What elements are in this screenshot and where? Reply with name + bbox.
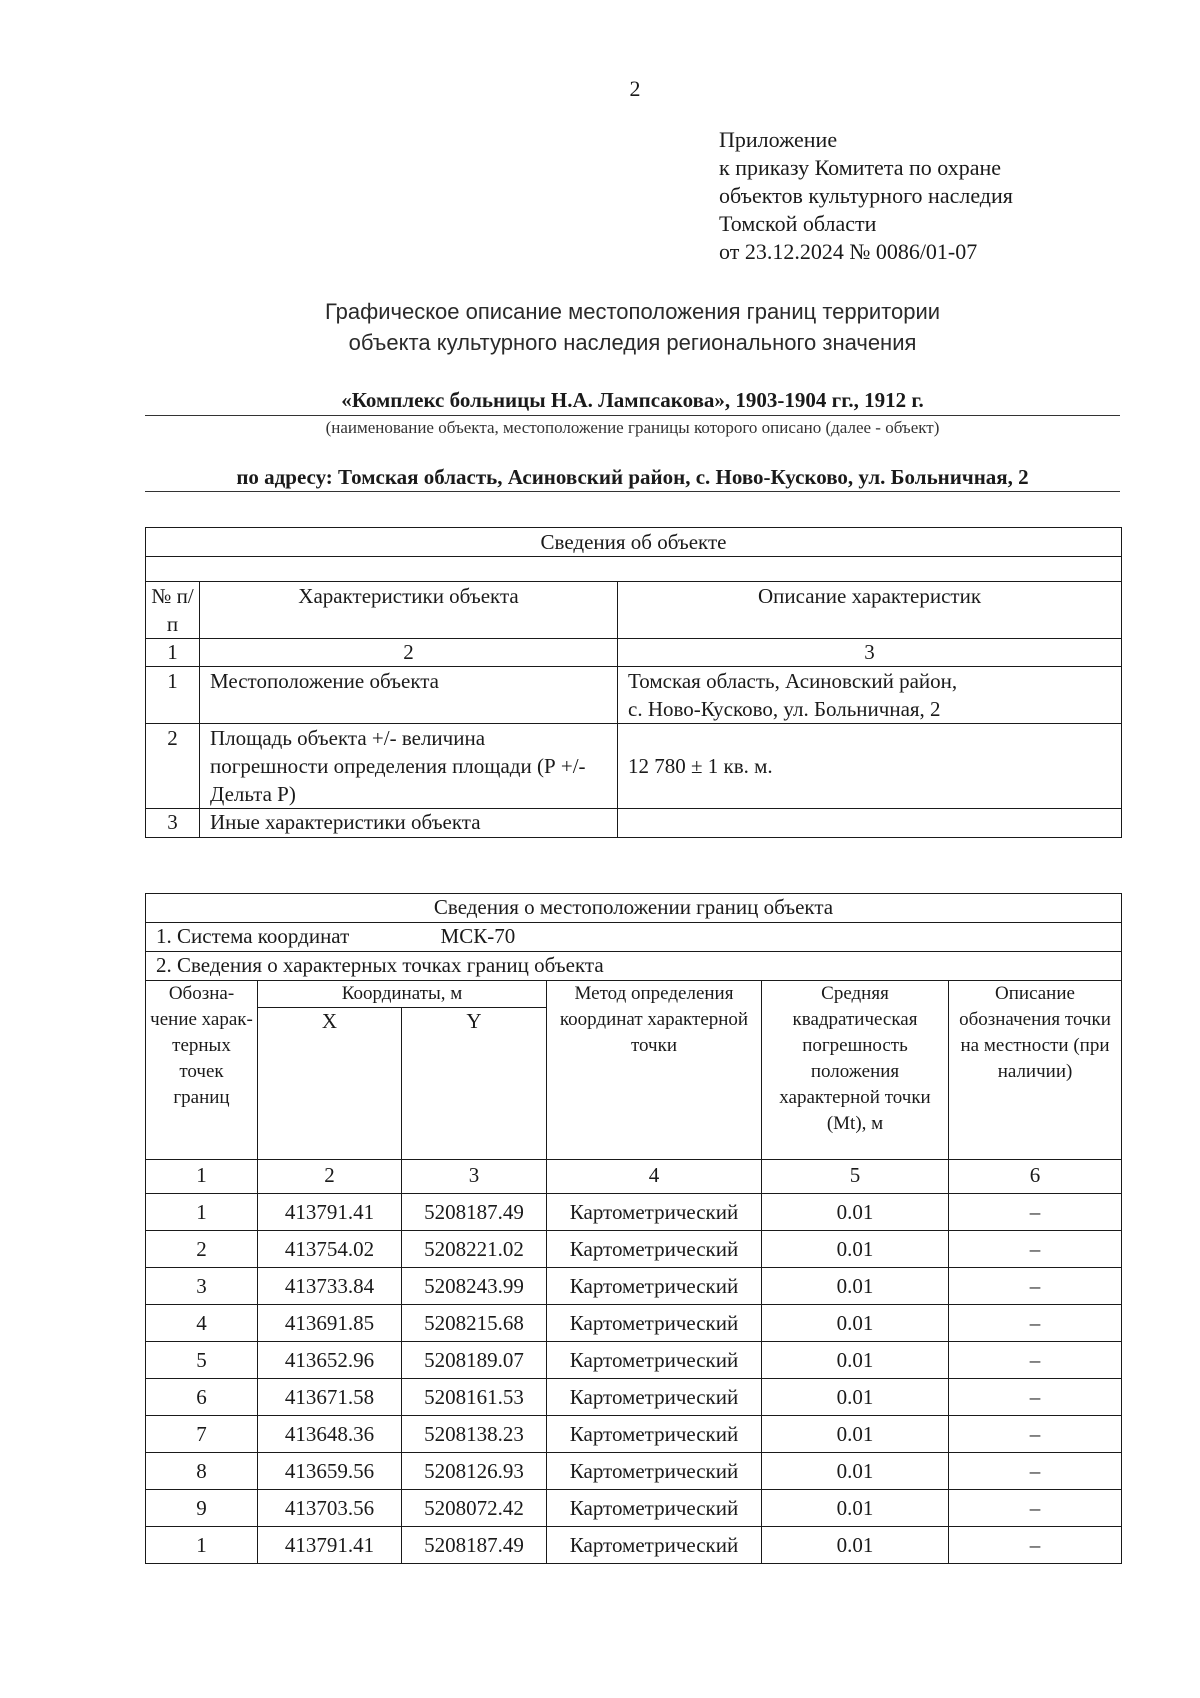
- column-number: 4: [547, 1160, 762, 1194]
- table-row: [146, 1342, 1122, 1379]
- y-coordinate-cell: 5208187.49: [402, 1194, 547, 1231]
- table-row: [146, 724, 1122, 809]
- y-coordinate-cell: 5208138.23: [402, 1416, 547, 1453]
- table-row: [146, 1453, 1122, 1490]
- document-title-line: Графическое описание местоположения границ территории: [324, 299, 941, 324]
- table-row: [146, 1231, 1122, 1268]
- x-coordinate-cell: 413754.02: [258, 1231, 402, 1268]
- method-cell: Картометрический: [547, 1305, 762, 1342]
- table-row: [146, 1268, 1122, 1305]
- point-description-cell: –: [949, 1490, 1122, 1527]
- description-line: с. Ново-Кусково, ул. Больничная, 2: [628, 697, 941, 721]
- point-description-cell: –: [949, 1527, 1122, 1564]
- method-cell: Картометрический: [547, 1194, 762, 1231]
- row-number: 3: [146, 809, 200, 838]
- column-number: 1: [146, 639, 200, 667]
- method-cell: Картометрический: [547, 1453, 762, 1490]
- description-line: Томская область, Асиновский район,: [628, 669, 958, 693]
- coordinate-system-label: 1. Система координат: [156, 924, 350, 948]
- x-coordinate-cell: 413691.85: [258, 1305, 402, 1342]
- y-coordinate-cell: 5208221.02: [402, 1231, 547, 1268]
- divider: [145, 491, 1120, 492]
- method-cell: Картометрический: [547, 1342, 762, 1379]
- method-cell: Картометрический: [547, 1416, 762, 1453]
- y-coordinate-cell: 5208215.68: [402, 1305, 547, 1342]
- appendix-date-number: от 23.12.2024 № 0086/01-07: [719, 239, 978, 264]
- y-coordinate-cell: 5208243.99: [402, 1268, 547, 1305]
- x-coordinate-cell: 413733.84: [258, 1268, 402, 1305]
- point-description-cell: –: [949, 1416, 1122, 1453]
- column-number: 2: [200, 639, 618, 667]
- error-cell: 0.01: [762, 1490, 949, 1527]
- x-coordinate-cell: 413671.58: [258, 1379, 402, 1416]
- characteristic-cell: Площадь объекта +/- величина погрешности определения площади (Р +/- Дельта Р): [200, 724, 618, 809]
- x-coordinate-cell: 413703.56: [258, 1490, 402, 1527]
- points-section-label: 2. Сведения о характерных точках границ объекта: [146, 952, 1122, 981]
- empty-row: [146, 557, 1122, 582]
- point-designation-cell: 6: [146, 1379, 258, 1416]
- table-row: [146, 1305, 1122, 1342]
- column-header-error: Средняя квадратическая погрешность положения характерной точки (Mt), м: [762, 981, 949, 1160]
- column-header-num: № п/п: [146, 582, 200, 639]
- error-cell: 0.01: [762, 1194, 949, 1231]
- point-designation-cell: 9: [146, 1490, 258, 1527]
- characteristic-cell: Местоположение объекта: [200, 667, 618, 724]
- column-number: 6: [949, 1160, 1122, 1194]
- object-address: по адресу: Томская область, Асиновский район, с. Ново-Кусково, ул. Больничная, 2: [236, 465, 1029, 489]
- table-title: Сведения об объекте: [146, 528, 1122, 557]
- divider: [145, 415, 1120, 416]
- point-designation-cell: 1: [146, 1194, 258, 1231]
- point-description-cell: –: [949, 1342, 1122, 1379]
- table-row: [146, 1194, 1122, 1231]
- point-designation-cell: 1: [146, 1527, 258, 1564]
- column-header-description: Описание характеристик: [618, 582, 1122, 639]
- column-header-y: Y: [402, 1008, 547, 1160]
- method-cell: Картометрический: [547, 1379, 762, 1416]
- object-name-caption: (наименование объекта, местоположение границы которого описано (далее - объект): [325, 418, 940, 437]
- method-cell: Картометрический: [547, 1231, 762, 1268]
- error-cell: 0.01: [762, 1268, 949, 1305]
- y-coordinate-cell: 5208126.93: [402, 1453, 547, 1490]
- appendix-block: [719, 126, 1013, 266]
- point-designation-cell: 8: [146, 1453, 258, 1490]
- x-coordinate-cell: 413659.56: [258, 1453, 402, 1490]
- y-coordinate-cell: 5208187.49: [402, 1527, 547, 1564]
- column-header-method: Метод определения координат характерной точки: [547, 981, 762, 1160]
- error-cell: 0.01: [762, 1231, 949, 1268]
- object-info-table: [145, 527, 1122, 838]
- table-row: [146, 1416, 1122, 1453]
- table-row: [146, 1379, 1122, 1416]
- appendix-line: Приложение: [719, 127, 838, 152]
- table-title: Сведения о местоположении границ объекта: [146, 894, 1122, 923]
- column-number: 3: [618, 639, 1122, 667]
- description-cell: [618, 809, 1122, 838]
- appendix-line: к приказу Комитета по охране: [719, 155, 1001, 180]
- document-title: [145, 296, 1120, 358]
- column-header-coordinates: Координаты, м: [258, 981, 547, 1008]
- row-number: 1: [146, 667, 200, 724]
- table-row: [146, 809, 1122, 838]
- x-coordinate-cell: 413648.36: [258, 1416, 402, 1453]
- y-coordinate-cell: 5208161.53: [402, 1379, 547, 1416]
- table-row: [146, 1490, 1122, 1527]
- coordinate-system-value: МСК-70: [440, 924, 516, 948]
- coordinate-system-row: [146, 923, 1122, 952]
- column-number: 5: [762, 1160, 949, 1194]
- method-cell: Картометрический: [547, 1490, 762, 1527]
- method-cell: Картометрический: [547, 1527, 762, 1564]
- x-coordinate-cell: 413652.96: [258, 1342, 402, 1379]
- method-cell: Картометрический: [547, 1268, 762, 1305]
- document-title-line: объекта культурного наследия регионального значения: [348, 330, 917, 355]
- column-number: 3: [402, 1160, 547, 1194]
- error-cell: 0.01: [762, 1379, 949, 1416]
- table-row: [146, 1527, 1122, 1564]
- column-header-x: X: [258, 1008, 402, 1160]
- x-coordinate-cell: 413791.41: [258, 1194, 402, 1231]
- point-description-cell: –: [949, 1231, 1122, 1268]
- y-coordinate-cell: 5208189.07: [402, 1342, 547, 1379]
- column-header-designation: Обозна-чение харак-терных точек границ: [146, 981, 258, 1160]
- point-designation-cell: 4: [146, 1305, 258, 1342]
- point-description-cell: –: [949, 1305, 1122, 1342]
- error-cell: 0.01: [762, 1527, 949, 1564]
- error-cell: 0.01: [762, 1416, 949, 1453]
- point-designation-cell: 3: [146, 1268, 258, 1305]
- error-cell: 0.01: [762, 1342, 949, 1379]
- appendix-line: Томской области: [719, 211, 877, 236]
- object-name: «Комплекс больницы Н.А. Лампсакова», 1903-1904 гг., 1912 г.: [341, 388, 924, 412]
- point-description-cell: –: [949, 1379, 1122, 1416]
- table-row: [146, 667, 1122, 724]
- x-coordinate-cell: 413791.41: [258, 1527, 402, 1564]
- column-header-characteristic: Характеристики объекта: [200, 582, 618, 639]
- column-number: 2: [258, 1160, 402, 1194]
- column-header-point-description: Описание обозначения точки на местности (при наличии): [949, 981, 1122, 1160]
- page-number: 2: [629, 76, 641, 101]
- point-description-cell: –: [949, 1268, 1122, 1305]
- column-number: 1: [146, 1160, 258, 1194]
- error-cell: 0.01: [762, 1305, 949, 1342]
- point-designation-cell: 5: [146, 1342, 258, 1379]
- appendix-line: объектов культурного наследия: [719, 183, 1013, 208]
- point-description-cell: –: [949, 1194, 1122, 1231]
- characteristic-cell: Иные характеристики объекта: [200, 809, 618, 838]
- point-designation-cell: 2: [146, 1231, 258, 1268]
- boundary-coordinates-table: [145, 893, 1122, 1564]
- row-number: 2: [146, 724, 200, 809]
- description-cell: 12 780 ± 1 кв. м.: [618, 724, 1122, 809]
- y-coordinate-cell: 5208072.42: [402, 1490, 547, 1527]
- description-cell: [618, 667, 1122, 724]
- point-designation-cell: 7: [146, 1416, 258, 1453]
- error-cell: 0.01: [762, 1453, 949, 1490]
- point-description-cell: –: [949, 1453, 1122, 1490]
